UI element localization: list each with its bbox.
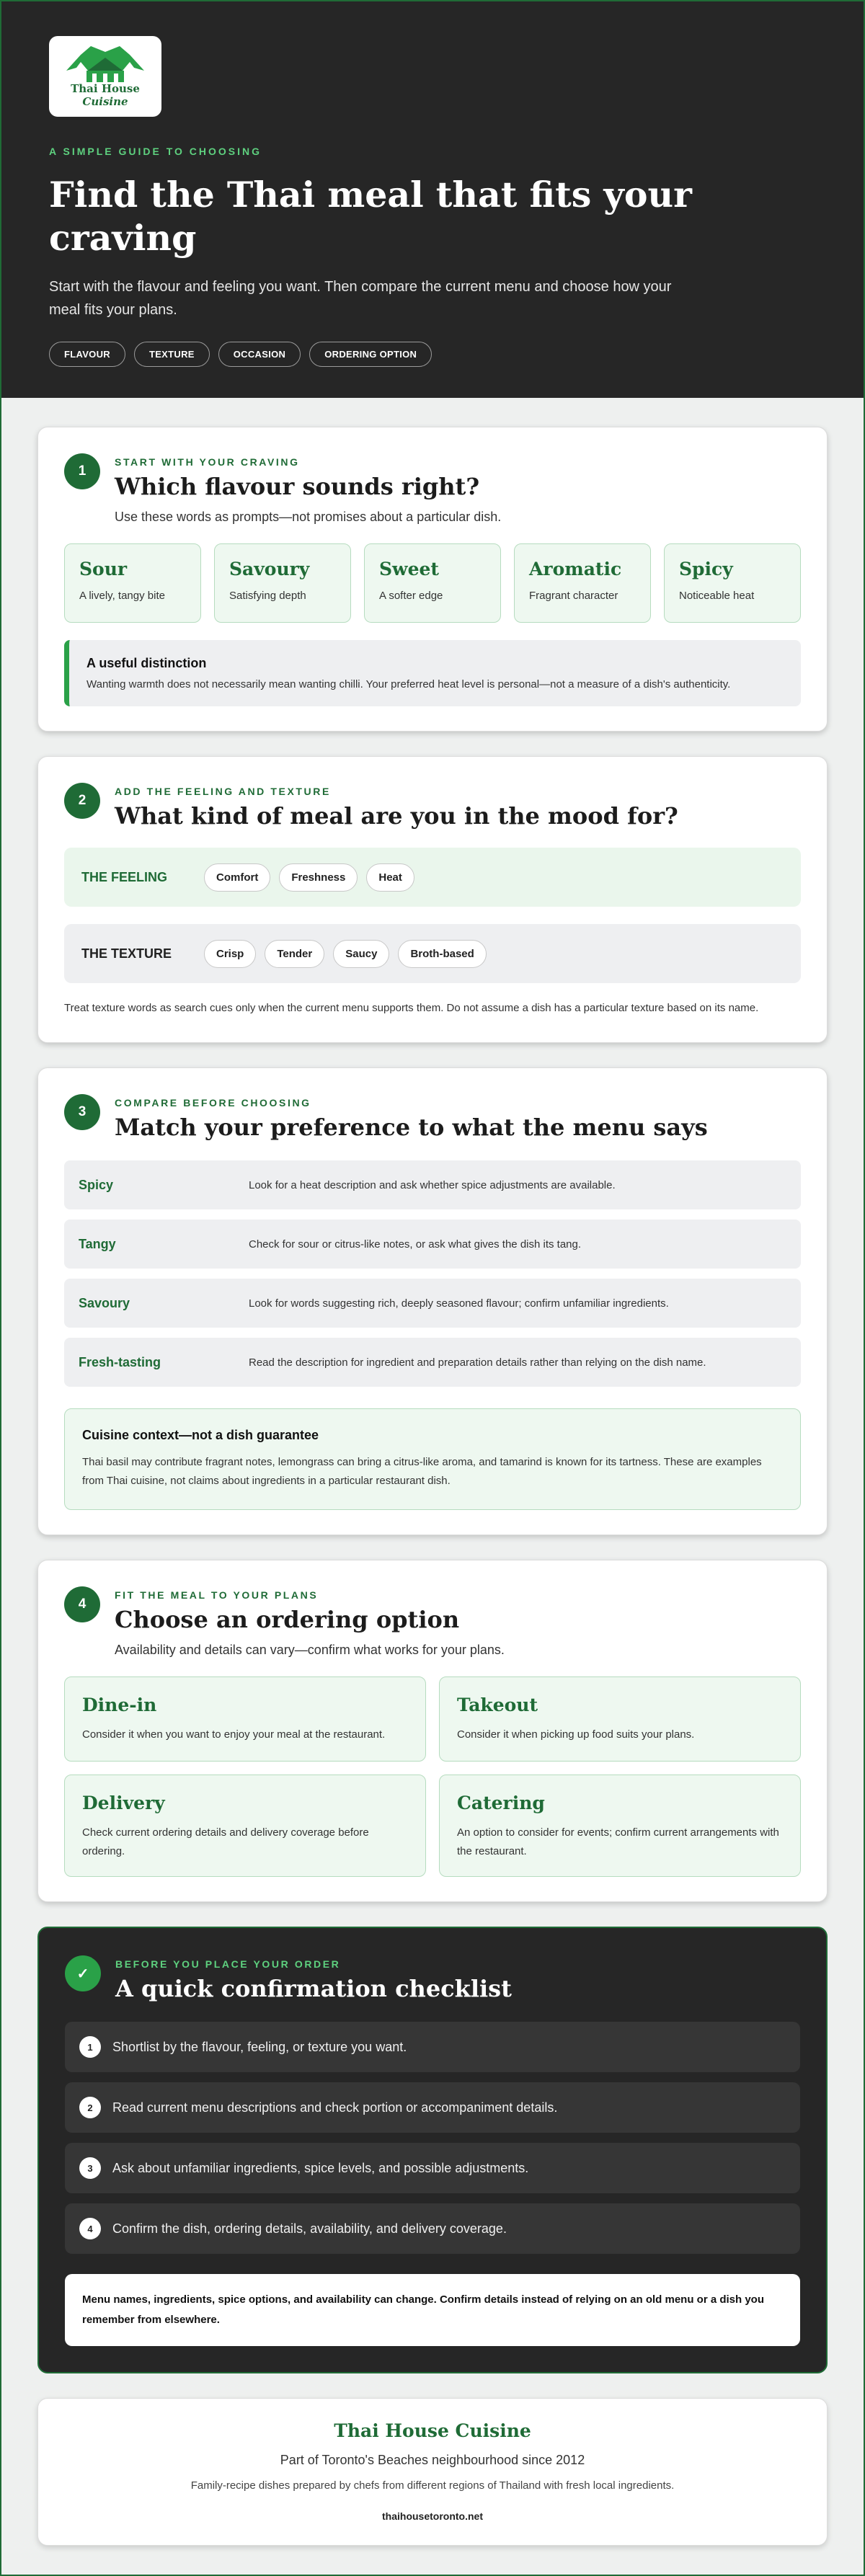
flavour-name: Spicy [679,559,733,579]
option-delivery[interactable] [64,1775,426,1877]
hero [1,0,864,398]
step-1-card [37,427,828,732]
footer-description: Family-recipe dishes prepared by chefs from different regions of Thailand with fresh local ingredients. [190,2479,675,2492]
step-number: 3 [64,1094,100,1130]
ordering-options [64,1676,801,1877]
feeling-label: THE FEELING [81,869,168,884]
flavour-list [64,543,801,623]
checklist-steps [65,2022,800,2254]
option-desc: Check current ordering details and delivery coverage before ordering. [82,1826,369,1857]
flavour-desc: A lively, tangy bite [79,590,165,602]
flavour-desc: A softer edge [379,590,443,602]
chip-broth-based[interactable]: Broth-based [398,940,486,968]
match-value: Look for words suggesting rich, deeply seasoned flavour; confirm unfamiliar ingredients. [249,1297,669,1310]
step-eyebrow: COMPARE BEFORE CHOOSING [115,1097,311,1109]
page-title: Find the Thai meal that fits your craving [49,174,693,259]
checklist-text: Shortlist by the flavour, feeling, or texture you want. [112,2039,407,2054]
option-name: Dine-in [82,1695,157,1715]
step-2-card [37,756,828,1043]
chip-heat[interactable]: Heat [366,863,414,892]
option-takeout[interactable] [439,1676,801,1762]
check-icon: ✓ [65,1955,101,1991]
callout-text: Wanting warmth does not necessarily mean wanting chilli. Your preferred heat level is personal—not a measure of a dish's authenticity. [86,678,731,690]
step-subtitle: Availability and details can vary—confirm what works for your plans. [115,1643,505,1657]
checklist-number: 3 [79,2157,101,2179]
footer-tagline: Part of Toronto's Beaches neighbourhood since 2012 [280,2453,585,2467]
option-name: Delivery [82,1793,165,1813]
logo-text-line1: Thai House [71,82,140,95]
option-catering[interactable] [439,1775,801,1877]
match-list [64,1160,801,1387]
step-number: 1 [64,453,100,489]
chip-crisp[interactable]: Crisp [204,940,256,968]
checklist-item [65,2143,800,2193]
callout-title: A useful distinction [86,656,207,670]
flavour-name: Savoury [229,559,310,579]
match-row [64,1338,801,1387]
flavour-desc: Fragrant character [529,590,618,602]
step-title: Match your preference to what the menu says [115,1114,708,1141]
match-value: Look for a heat description and ask whether spice adjustments are available. [249,1178,616,1191]
flavour-card-aromatic[interactable] [514,543,651,623]
flavour-card-sweet[interactable] [364,543,501,623]
step-number: 4 [64,1586,100,1622]
checklist-title: A quick confirmation checklist [115,1975,512,2002]
option-desc: Consider it when you want to enjoy your meal at the restaurant. [82,1728,386,1741]
checklist-eyebrow: BEFORE YOU PLACE YOUR ORDER [115,1958,341,1970]
option-name: Catering [457,1793,545,1813]
step-number: 2 [64,783,100,819]
texture-note: Treat texture words as search cues only when the current menu supports them. Do not assume a dish has a particular texture based on its name. [64,1002,759,1014]
logo-text-line2: Cuisine [82,95,128,108]
match-value: Read the description for ingredient and preparation details rather than relying on the dish name. [249,1356,706,1369]
step-eyebrow: FIT THE MEAL TO YOUR PLANS [115,1589,319,1601]
logo[interactable] [49,36,161,117]
checklist-number: 4 [79,2218,101,2239]
match-key: Spicy [79,1177,114,1192]
chip-tender[interactable]: Tender [265,940,324,968]
checklist-number: 2 [79,2097,101,2118]
checklist-text: Confirm the dish, ordering details, availability, and delivery coverage. [112,2221,507,2236]
step-title: What kind of meal are you in the mood for? [115,802,678,830]
texture-band [64,924,801,983]
checklist-item [65,2203,800,2254]
match-key: Savoury [79,1295,130,1310]
flavour-name: Aromatic [529,559,622,579]
step-3-card [37,1067,828,1535]
flavour-desc: Noticeable heat [679,590,755,602]
pill-texture[interactable]: TEXTURE [134,342,210,367]
match-value: Check for sour or citrus-like notes, or ask what gives the dish its tang. [249,1238,582,1251]
topic-pills [49,342,816,367]
step-eyebrow: START WITH YOUR CRAVING [115,456,300,468]
checklist-item [65,2082,800,2133]
hero-subtitle: Start with the flavour and feeling you want. Then compare the current menu and choose how your meal fits your plans. [49,279,672,318]
flavour-name: Sweet [379,559,439,579]
flavour-name: Sour [79,559,128,579]
option-desc: An option to consider for events; confirm current arrangements with the restaurant. [457,1826,779,1857]
step-4-card [37,1560,828,1902]
chip-freshness[interactable]: Freshness [279,863,358,892]
hero-eyebrow: A SIMPLE GUIDE TO CHOOSING [49,146,262,157]
footer [37,2398,828,2546]
match-key: Fresh-tasting [79,1354,161,1369]
option-desc: Consider it when picking up food suits your plans. [457,1728,695,1741]
flavour-card-savoury[interactable] [214,543,351,623]
checklist-text: Ask about unfamiliar ingredients, spice levels, and possible adjustments. [112,2160,529,2175]
match-row [64,1220,801,1269]
checklist-item [65,2022,800,2072]
feeling-band [64,848,801,907]
step-title: Which flavour sounds right? [115,473,480,500]
option-dine-in[interactable] [64,1676,426,1762]
footer-website-link[interactable]: thaihousetoronto.net [382,2510,483,2522]
pill-flavour[interactable]: FLAVOUR [49,342,125,367]
pill-occasion[interactable]: OCCASION [218,342,301,367]
match-key: Tangy [79,1236,116,1251]
option-name: Takeout [457,1695,538,1715]
match-row [64,1279,801,1328]
step-subtitle: Use these words as prompts—not promises about a particular dish. [115,510,502,524]
warning-note: Menu names, ingredients, spice options, and availability can change. Confirm details instead of relying on an old menu or a dish you remember from elsewhere. [65,2274,800,2346]
checklist-number: 1 [79,2036,101,2058]
match-row [64,1160,801,1209]
thai-house-logo-icon [59,42,151,111]
texture-label: THE TEXTURE [81,946,172,961]
pill-ordering-option[interactable]: ORDERING OPTION [309,342,432,367]
flavour-card-sour[interactable] [64,543,201,623]
chip-comfort[interactable]: Comfort [204,863,270,892]
footer-brand: Thai House Cuisine [334,2420,531,2441]
step-eyebrow: ADD THE FEELING AND TEXTURE [115,786,331,797]
checklist-card [37,1927,828,2373]
distinction-callout [64,640,801,706]
flavour-desc: Satisfying depth [229,590,306,602]
chip-saucy[interactable]: Saucy [333,940,389,968]
callout-text: Thai basil may contribute fragrant notes, lemongrass can bring a citrus-like aroma, and tamarind is known for its tartness. These are examples from Thai cuisine, not claims about ingredients in a particular restaurant dish. [82,1456,762,1487]
flavour-card-spicy[interactable] [664,543,801,623]
callout-title: Cuisine context—not a dish guarantee [82,1428,319,1442]
step-title: Choose an ordering option [115,1606,460,1633]
context-callout [64,1408,801,1510]
checklist-text: Read current menu descriptions and check portion or accompaniment details. [112,2100,558,2115]
